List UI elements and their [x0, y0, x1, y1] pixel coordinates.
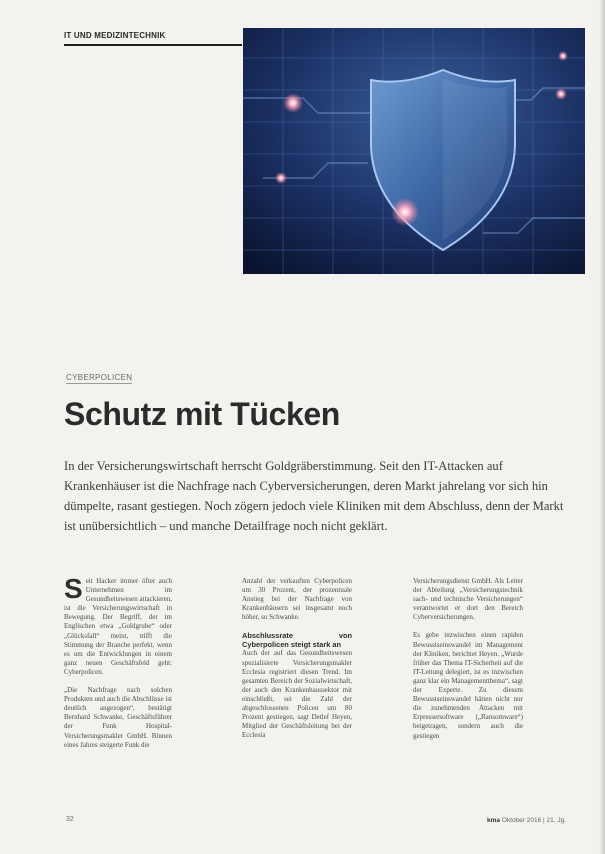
- header-rule: [64, 44, 242, 46]
- body-column-3: [413, 577, 523, 750]
- issue-info: Oktober 2016 | 21. Jg.: [501, 817, 567, 824]
- body-column-1: [64, 573, 172, 759]
- body-paragraph: Anzahl der verkauften Cyberpolicen um 30 Prozent, der prozentuale Anstieg bei der Nachfrage von Krankenhäusern sei insgesamt noch höher, so Schwanke.: [242, 577, 352, 622]
- article-subhead: Abschlussrate von Cyberpolicen steigt stark an: [242, 631, 352, 650]
- article-lead: In der Versicherungswirtschaft herrscht Goldgräberstimmung. Seit den IT-Attacken auf Krankenhäuser ist die Nachfrage nach Cyberversicherungen, deren Markt jahrelang vor sich hin dümpelte, rasant gestiegen. Noch zögern jedoch viele Kliniken mit dem Abschluss, denn der Markt ist unübersichtlich – und manche Detailfrage noch nicht geklärt.: [64, 459, 564, 533]
- shield-illustration: [243, 28, 585, 274]
- article-headline: Schutz mit Tücken: [64, 396, 340, 432]
- article-kicker: CYBERPOLICEN: [66, 373, 133, 382]
- page-edge-shadow: [599, 0, 605, 854]
- body-paragraph: Versicherungsdienst GmbH. Als Leiter der Abteilung „Versicherungstechnik sach- und technische Versicherungen“ verantwortet er dort den Bereich Cyberversicherungen.: [413, 577, 523, 622]
- page-number: 32: [66, 816, 74, 823]
- magazine-footer: [487, 817, 566, 824]
- drop-cap: S: [64, 573, 83, 604]
- paragraph-text: eit Hacker immer öfter auch Unternehmen im Gesundheitswesen attackieren, ist die Versicherungswirtschaft in Bewegung. Der Begriff, der im Englischen etwa „Goldgrube“ oder „Glücksfall“ meint, trifft die Stimmung der Branche perfekt, wenn es um die Entwicklungen in einem ganz neuen Geschäftsfeld geht: Cyberpolicen.: [64, 577, 172, 676]
- body-column-2: [242, 577, 352, 749]
- hero-image-cyber-shield: [243, 28, 585, 274]
- section-label: IT UND MEDIZINTECHNIK: [64, 31, 166, 40]
- body-paragraph: Es gebe inzwischen einen rapiden Bewusstseinswandel im Management der Kliniken, berichtet Heyen. „Wurde früher das Thema IT-Sicherheit auf die IT-Leitung delegiert, ist es inzwischen ganz klar ein Managementthema“, sagt der Experte. Zu diesem Bewusstseinswandel hätten nicht nur die zunehmenden Attacken mit Erpressersoftware („Ransomware“) beigetragen, sondern auch die gestiegen: [413, 631, 523, 740]
- magazine-name: kma: [487, 817, 501, 824]
- body-paragraph: [64, 573, 172, 677]
- body-paragraph: Auch der auf das Gesundheitswesen spezialisierte Versicherungsmakler Ecclesia registriert diesen Trend. Im gesamten Bereich der Sozialwirtschaft, der auch den Krankenhaussektor mit einschließt, sei die Zahl der abgeschlossenen Policen um 80 Prozent gestiegen, sagt Detlef Heyen, Mitglied der Geschäftsleitung bei der Ecclesia: [242, 649, 352, 740]
- body-paragraph: „Die Nachfrage nach solchen Produkten und auch die Abschlüsse ist deutlich angezogen“, bestätigt Bernhard Schwanke, Geschäftsführer der Funk Hospital-Versicherungsmakler GmbH. Binnen eines Jahres steigerte Funk die: [64, 686, 172, 749]
